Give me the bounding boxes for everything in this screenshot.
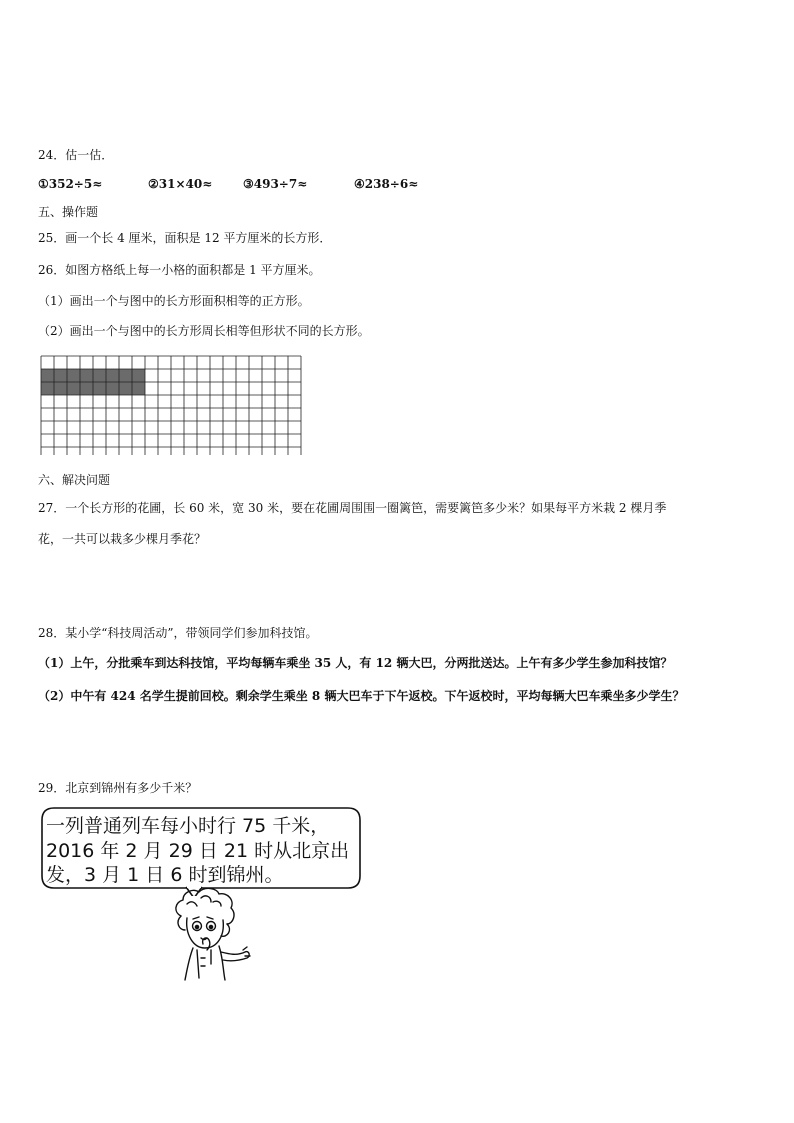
q26-part1: （1）画出一个与图中的长方形面积相等的正方形。 [38, 294, 310, 308]
girl-illustration [163, 886, 253, 982]
q26-part2: （2）画出一个与图中的长方形周长相等但形状不同的长方形。 [38, 324, 370, 338]
section-heading-operations: 五、操作题 [38, 205, 99, 219]
estimate-item-2: ②31×40≈ [148, 177, 213, 191]
section-heading-problems: 六、解决问题 [38, 473, 111, 487]
estimate-item-3: ③493÷7≈ [243, 177, 308, 191]
estimate-item-1: ①352÷5≈ [38, 177, 103, 191]
bubble-line-3: 发，3 月 1 日 6 时到锦州。 [46, 864, 284, 886]
q28-part2: （2）中午有 424 名学生提前回校。剩余学生乘坐 8 辆大巴车于下午返校。下午返校时，平均每辆大巴车乘坐多少学生？ [38, 689, 685, 703]
bubble-line-2: 2016 年 2 月 29 日 21 时从北京出 [46, 840, 350, 862]
bubble-line-1: 一列普通列车每小时行 75 千米， [46, 815, 330, 837]
q27-line2: 花，一共可以栽多少棵月季花？ [38, 532, 207, 546]
q29-title: 29．北京到锦州有多少千米？ [38, 781, 198, 795]
square-grid-paper [40, 355, 306, 455]
q26-title: 26．如图方格纸上每一小格的面积都是 1 平方厘米。 [38, 263, 321, 277]
q27-line1: 27．一个长方形的花圃，长 60 米，宽 30 米，要在花圃周围围一圈篱笆，需要篱笆多少米？如果每平方米栽 2 棵月季 [38, 501, 667, 515]
q24-title: 24．估一估． [38, 148, 114, 162]
q28-title: 28．某小学“科技周活动”，带领同学们参加科技馆。 [38, 626, 318, 640]
q28-part1: （1）上午，分批乘车到达科技馆，平均每辆车乘坐 35 人，有 12 辆大巴，分两批送达。上午有多少学生参加科技馆？ [38, 656, 673, 670]
q25-text: 25．画一个长 4 厘米，面积是 12 平方厘米的长方形． [38, 231, 332, 245]
estimate-item-4: ④238÷6≈ [354, 177, 419, 191]
